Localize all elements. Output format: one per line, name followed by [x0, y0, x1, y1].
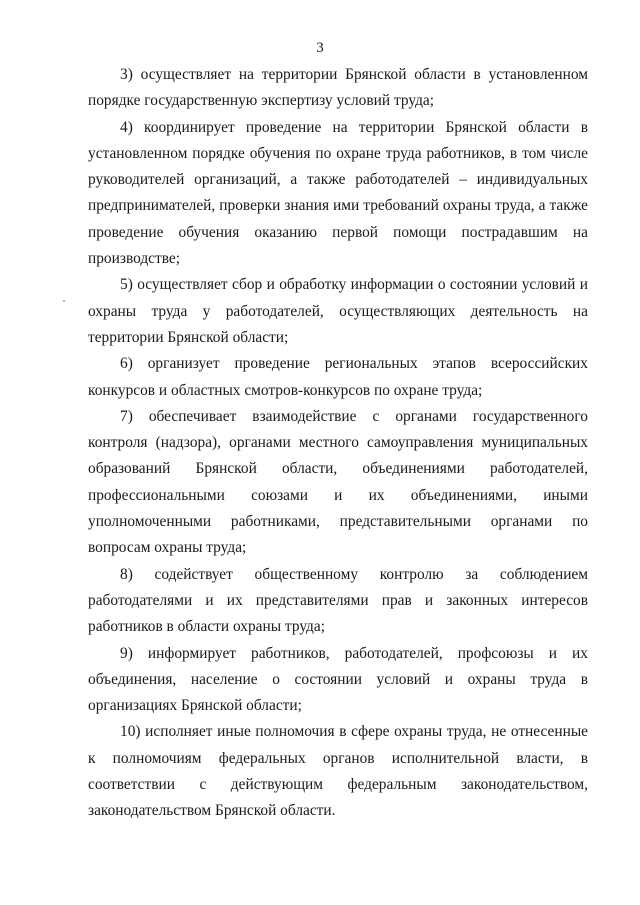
- item-number: 5): [120, 276, 133, 294]
- item-text: осуществляет на территории Брянской области в установленном порядке государственную экспертизу условий труда;: [88, 66, 588, 110]
- scan-speck: [63, 300, 65, 302]
- item-number: 8): [120, 565, 133, 583]
- page-number: 3: [316, 40, 324, 56]
- list-item: [88, 351, 588, 404]
- list-item: [88, 62, 588, 115]
- item-text: организует проведение региональных этапов всероссийских конкурсов и областных смотров-конкурсов по охране труда;: [88, 355, 588, 399]
- list-item: [88, 641, 588, 720]
- item-number: 6): [120, 355, 133, 373]
- document-body: [88, 62, 588, 825]
- list-item: [88, 404, 588, 562]
- item-number: 9): [120, 644, 133, 662]
- list-item: [88, 562, 588, 641]
- item-text: исполняет иные полномочия в сфере охраны труда, не отнесенные к полномочиям федеральных органов исполнительной власти, в соответствии с действующим федеральным законодательством, законодательством Брянской области.: [88, 723, 588, 820]
- list-item: [88, 115, 588, 273]
- list-item: [88, 272, 588, 351]
- item-number: 3): [120, 66, 133, 83]
- item-text: координирует проведение на территории Брянской области в установленном порядке обучения по охране труда работников, в том числе руководителей организаций, а также работодателей – индивидуальных предпринимателей, проверки знания ими требований охраны труда, а также проведение обучения оказанию первой помощи пострадавшим на производстве;: [88, 118, 588, 268]
- item-number: 7): [120, 407, 133, 425]
- item-text: осуществляет сбор и обработку информации о состоянии условий и охраны труда у работодателей, осуществляющих деятельность на территории Брянской области;: [88, 276, 588, 346]
- item-text: информирует работников, работодателей, профсоюзы и их объединения, население о состоянии условий и охраны труда в организациях Брянской области;: [88, 644, 588, 715]
- list-item: [88, 719, 588, 824]
- item-number: 10): [120, 723, 141, 741]
- item-text: содействует общественному контролю за соблюдением работодателями и их представителями прав и законных интересов работников в области охраны труда;: [88, 565, 588, 636]
- item-text: обеспечивает взаимодействие с органами государственного контроля (надзора), органами местного самоуправления муниципальных образований Брянской области, объединениями работодателей, профессиональными союзами и их объединениями, иными уполномоченными работниками, представительными органами по вопросам охраны труда;: [88, 407, 588, 557]
- item-number: 4): [120, 118, 133, 136]
